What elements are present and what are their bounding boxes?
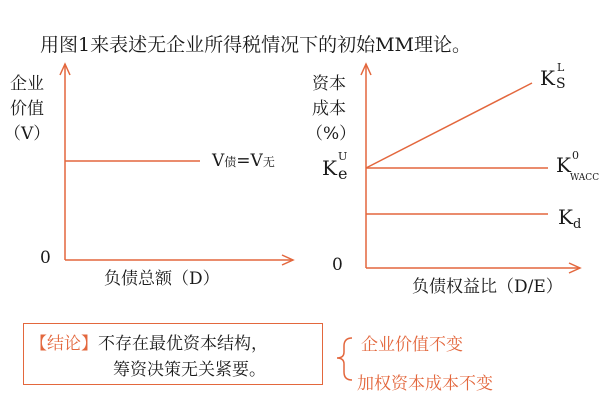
ks-levered-label: K S L <box>540 61 566 92</box>
right-xlabel: 负债权益比（D/E） <box>412 277 563 297</box>
result-wacc-unchanged: 加权资本成本不变 <box>357 374 493 394</box>
left-ylabel-line2: 价值 <box>10 99 44 119</box>
right-ylabel-line3: （%） <box>306 124 357 144</box>
right-origin-label: 0 <box>332 255 343 275</box>
firm-value-line-label: V债=V无 <box>212 151 275 171</box>
kd-label: K d <box>558 205 582 232</box>
results-brace <box>337 338 352 380</box>
left-ylabel-line3: （V） <box>4 124 51 144</box>
conclusion-line2: 筹资决策无关紧要。 <box>113 360 266 380</box>
result-firm-value-unchanged: 企业价值不变 <box>361 335 463 355</box>
left-origin-label: 0 <box>40 248 51 268</box>
right-ylabel-line1: 资本 <box>312 74 346 94</box>
right-ylabel-line2: 成本 <box>312 99 346 119</box>
conclusion-line1: 【结论】不存在最优资本结构， <box>30 334 268 354</box>
page-title: 用图1来表述无企业所得税情况下的初始MM理论。 <box>40 34 471 56</box>
left-xlabel: 负债总额（D） <box>104 269 220 289</box>
left-ylabel-line1: 企业 <box>10 74 44 94</box>
kwacc-label: K 0 WACC <box>556 149 600 183</box>
conclusion-tag: 【结论】 <box>30 334 98 354</box>
ks-levered-line <box>366 83 532 168</box>
ke-unlevered-label: K e U <box>322 150 348 183</box>
